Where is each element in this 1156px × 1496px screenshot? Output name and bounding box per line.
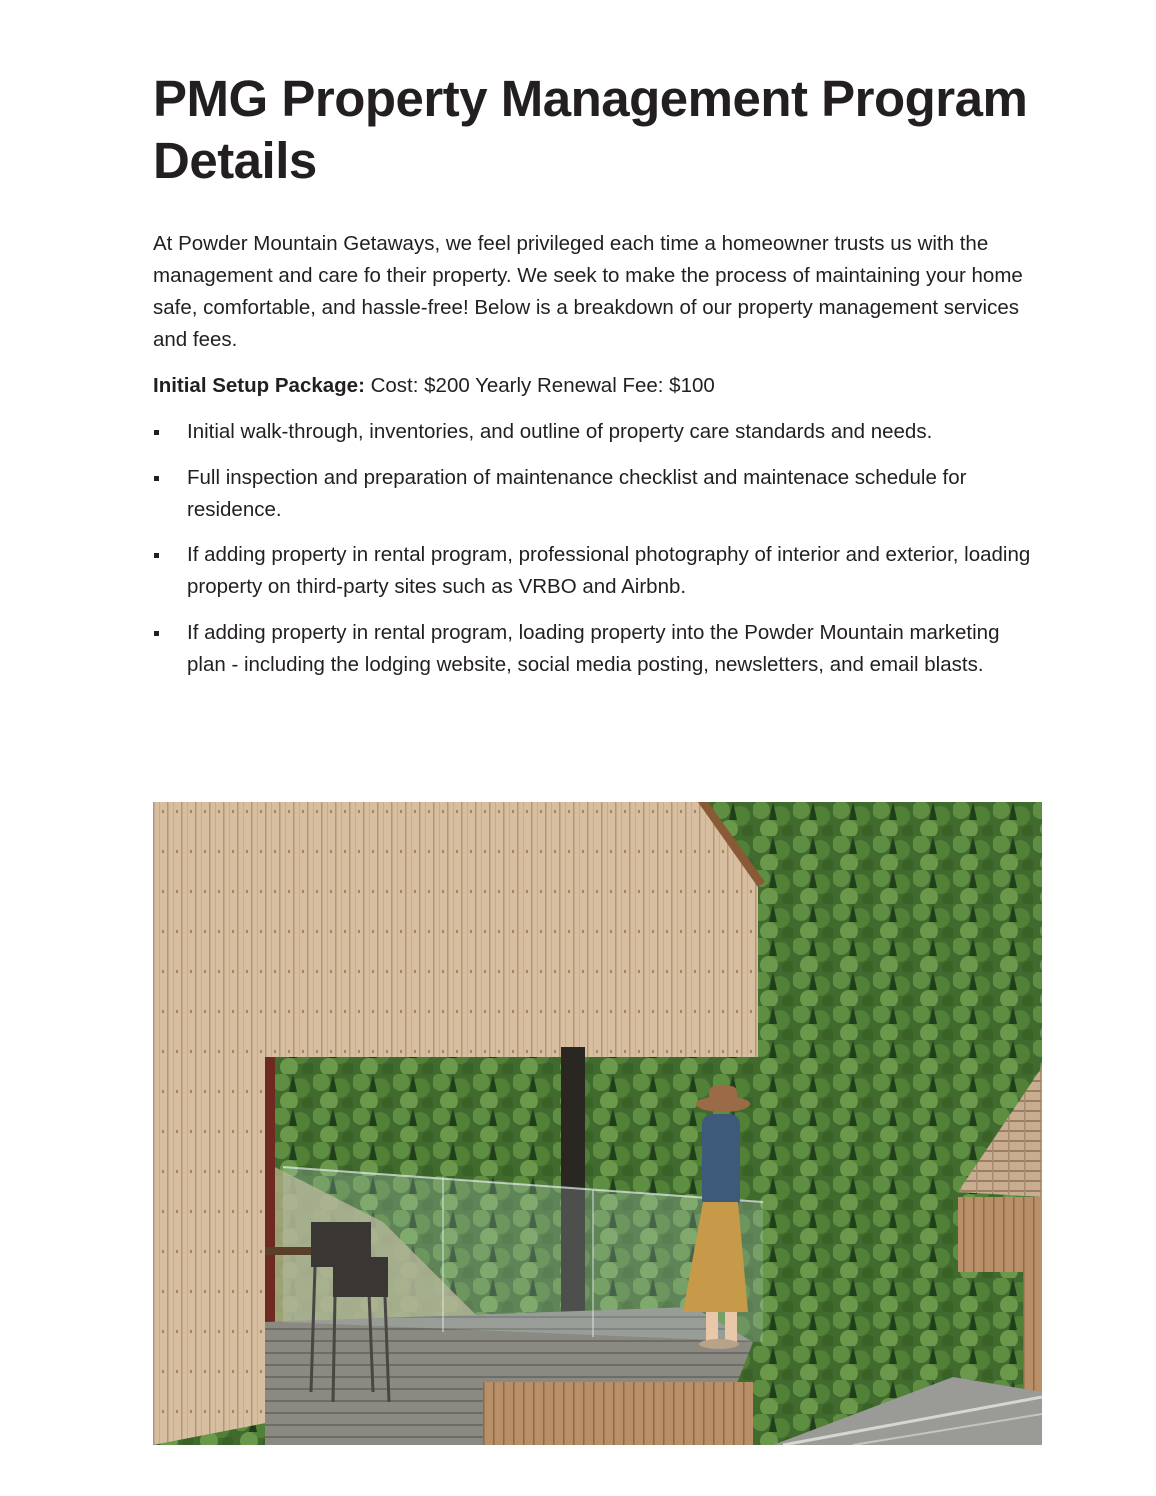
list-item-text: If adding property in rental program, professional photography of interior and exterior, loading property on third-party sites such as VRBO and Airbnb.	[187, 543, 1031, 598]
intro-paragraph: At Powder Mountain Getaways, we feel privileged each time a homeowner trusts us with the management and care fo their property. We seek to make the process of maintaining your home safe, comfortable, and hassle-free! Below is a breakdown of our property management services and fees.	[153, 232, 1023, 351]
list-item	[153, 617, 1037, 681]
bullet-marker	[154, 553, 159, 558]
setup-package-label: Initial Setup Package:	[153, 374, 365, 397]
page-title: PMG Property Management Program Details	[153, 70, 1028, 189]
list-item	[153, 416, 1037, 448]
services-list	[153, 416, 1037, 681]
list-item-text: Full inspection and preparation of maintenance checklist and maintenace schedule for residence.	[187, 465, 967, 521]
list-item	[153, 539, 1037, 603]
setup-package	[153, 370, 1042, 402]
bullet-marker	[154, 631, 159, 636]
bullet-marker	[154, 476, 159, 481]
list-item-text: Initial walk-through, inventories, and outline of property care standards and needs.	[187, 420, 933, 443]
bullet-marker	[154, 430, 159, 435]
setup-package-details: Cost: $200 Yearly Renewal Fee: $100	[364, 374, 715, 397]
list-item-text: If adding property in rental program, loading property into the Powder Mountain marketing plan - including the lodging website, social media posting, newsletters, and email blasts.	[187, 620, 1000, 676]
page-content	[153, 68, 1042, 694]
property-photo	[153, 802, 1042, 1445]
list-item	[153, 462, 1037, 526]
